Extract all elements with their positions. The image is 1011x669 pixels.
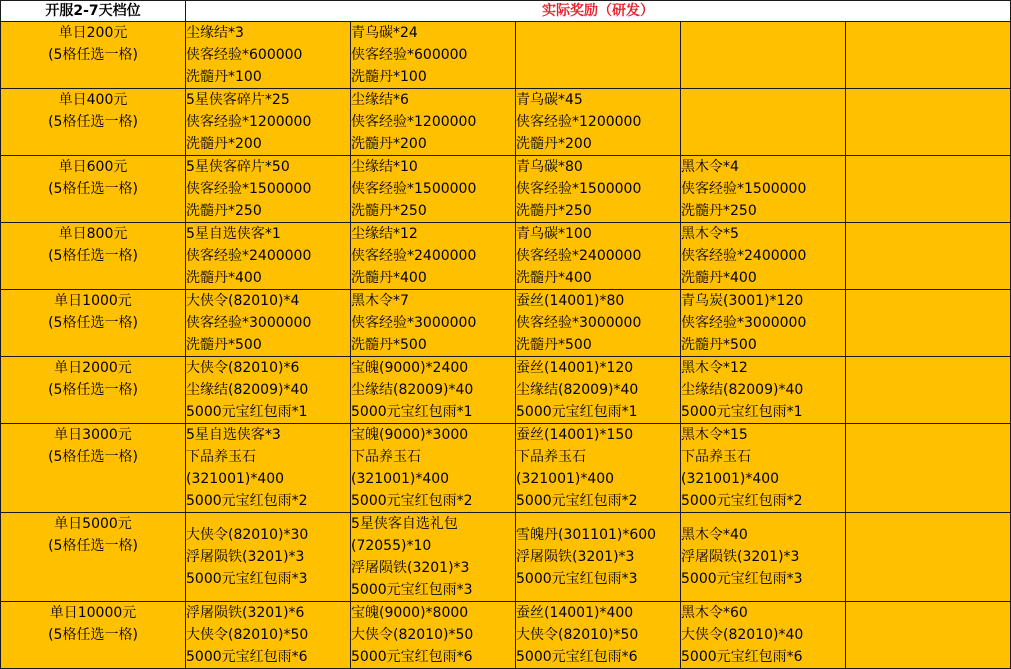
reward-cell: [846, 357, 1011, 424]
reward-item: 下品养玉石: [681, 449, 751, 465]
reward-cell: [681, 602, 846, 669]
reward-item: 5000元宝红包雨*6: [681, 649, 803, 665]
reward-cell: [516, 424, 681, 513]
reward-cell: [351, 290, 516, 357]
reward-item: 洗髓丹*200: [351, 136, 427, 152]
reward-cell: [186, 156, 351, 223]
reward-item: 洗髓丹*400: [351, 270, 427, 286]
tier-label-line: (5格任选一格): [48, 47, 138, 63]
reward-item: 青乌炭(3001)*120: [681, 293, 804, 309]
reward-item: 大侠令(82010)*40: [681, 627, 804, 643]
reward-cell: [186, 513, 351, 602]
reward-cell: [186, 357, 351, 424]
reward-item: 尘缘结*12: [351, 226, 418, 242]
reward-item: 黑木令*5: [681, 226, 739, 242]
tier-label-line: 单日200元: [58, 25, 128, 41]
reward-cell: [351, 89, 516, 156]
reward-item: 黑木令*15: [681, 427, 748, 443]
reward-item: 5000元宝红包雨*1: [681, 404, 803, 420]
reward-item: 5星侠客自选礼包: [351, 516, 458, 532]
reward-cell: [516, 223, 681, 290]
reward-item: 尘缘结(82009)*40: [516, 382, 639, 398]
reward-item: 蚕丝(14001)*400: [516, 605, 634, 621]
reward-cell: [351, 602, 516, 669]
reward-cell: [186, 89, 351, 156]
tier-row: [1, 89, 1011, 156]
reward-item: 洗髓丹*200: [186, 136, 262, 152]
reward-column-header: 实际奖励（研发）: [186, 1, 1011, 22]
tier-label-line: 单日2000元: [54, 360, 132, 376]
tier-row: [1, 357, 1011, 424]
reward-cell: [846, 22, 1011, 89]
reward-item: 侠客经验*600000: [186, 47, 303, 63]
reward-cell: [846, 223, 1011, 290]
reward-item: 5000元宝红包雨*3: [681, 571, 803, 587]
reward-cell: [846, 513, 1011, 602]
tier-label: [1, 357, 186, 424]
tier-label-line: (5格任选一格): [48, 449, 138, 465]
reward-cell: [846, 89, 1011, 156]
reward-cell: [516, 89, 681, 156]
reward-item: 下品养玉石: [186, 449, 256, 465]
tier-label-line: 单日600元: [58, 159, 128, 175]
reward-item: 侠客经验*1500000: [186, 181, 312, 197]
reward-cell: [186, 223, 351, 290]
reward-item: 洗髓丹*400: [516, 270, 592, 286]
reward-cell: [846, 156, 1011, 223]
reward-cell: [186, 22, 351, 89]
reward-cell: [516, 156, 681, 223]
reward-cell: [681, 156, 846, 223]
reward-item: 5星自选侠客*1: [186, 226, 281, 242]
reward-item: 下品养玉石: [351, 449, 421, 465]
reward-item: 洗髓丹*200: [516, 136, 592, 152]
reward-cell: [516, 602, 681, 669]
reward-item: 洗髓丹*500: [351, 337, 427, 353]
reward-item: 洗髓丹*100: [351, 69, 427, 85]
reward-item: (321001)*400: [516, 471, 615, 487]
reward-item: 蚕丝(14001)*120: [516, 360, 634, 376]
reward-item: 大侠令(82010)*50: [186, 627, 309, 643]
reward-item: 大侠令(82010)*50: [351, 627, 474, 643]
reward-item: 5000元宝红包雨*2: [186, 493, 308, 509]
reward-cell: [186, 290, 351, 357]
reward-cell: [681, 89, 846, 156]
tier-label-line: (5格任选一格): [48, 627, 138, 643]
tier-row: [1, 156, 1011, 223]
reward-item: 侠客经验*2400000: [186, 248, 312, 264]
reward-item: 5星侠客碎片*25: [186, 92, 290, 108]
reward-item: 蚕丝(14001)*80: [516, 293, 625, 309]
reward-item: 尘缘结*6: [351, 92, 409, 108]
reward-item: 黑木令*7: [351, 293, 409, 309]
reward-cell: [351, 156, 516, 223]
reward-cell: [186, 424, 351, 513]
tier-label: [1, 22, 186, 89]
reward-item: 5000元宝红包雨*2: [516, 493, 638, 509]
reward-item: 宝魄(9000)*3000: [351, 427, 469, 443]
reward-item: 侠客经验*1200000: [351, 114, 477, 130]
tier-label: [1, 156, 186, 223]
tier-label-line: (5格任选一格): [48, 315, 138, 331]
reward-cell: [516, 513, 681, 602]
reward-cell: [516, 357, 681, 424]
reward-item: 侠客经验*1500000: [351, 181, 477, 197]
reward-item: 浮屠陨铁(3201)*3: [186, 549, 305, 565]
header-row: [1, 1, 1011, 22]
reward-cell: [681, 357, 846, 424]
tier-row: [1, 290, 1011, 357]
reward-item: 黑木令*12: [681, 360, 748, 376]
tier-label-line: 单日5000元: [54, 516, 132, 532]
reward-cell: [681, 424, 846, 513]
reward-cell: [681, 513, 846, 602]
tier-label-line: (5格任选一格): [48, 382, 138, 398]
reward-item: 洗髓丹*250: [681, 203, 757, 219]
tier-label-line: (5格任选一格): [48, 538, 138, 554]
reward-item: 青乌碳*24: [351, 25, 418, 41]
reward-item: 洗髓丹*100: [186, 69, 262, 85]
reward-item: 青乌碳*80: [516, 159, 583, 175]
reward-item: 侠客经验*3000000: [681, 315, 807, 331]
reward-item: 洗髓丹*400: [681, 270, 757, 286]
reward-item: 蚕丝(14001)*150: [516, 427, 634, 443]
reward-item: 尘缘结*10: [351, 159, 418, 175]
tier-label-line: 单日800元: [58, 226, 128, 242]
reward-item: 大侠令(82010)*6: [186, 360, 300, 376]
reward-item: 侠客经验*1200000: [516, 114, 642, 130]
reward-item: 宝魄(9000)*2400: [351, 360, 469, 376]
tier-label: [1, 424, 186, 513]
reward-item: 大侠令(82010)*30: [186, 527, 309, 543]
reward-item: (321001)*400: [351, 471, 450, 487]
tier-label-line: (5格任选一格): [48, 114, 138, 130]
reward-item: 黑木令*40: [681, 527, 748, 543]
reward-item: 宝魄(9000)*8000: [351, 605, 469, 621]
reward-item: 5000元宝红包雨*2: [681, 493, 803, 509]
reward-item: 侠客经验*600000: [351, 47, 468, 63]
reward-cell: [351, 223, 516, 290]
reward-item: 浮屠陨铁(3201)*3: [516, 549, 635, 565]
reward-item: 5000元宝红包雨*6: [516, 649, 638, 665]
reward-item: 雪魄丹(301101)*600: [516, 527, 657, 543]
tier-label-line: 单日3000元: [54, 427, 132, 443]
reward-item: 尘缘结(82009)*40: [681, 382, 804, 398]
tier-row: [1, 424, 1011, 513]
reward-item: 5000元宝红包雨*1: [351, 404, 473, 420]
reward-item: 侠客经验*3000000: [186, 315, 312, 331]
tier-label-line: 单日400元: [58, 92, 128, 108]
tier-label: [1, 89, 186, 156]
reward-item: 5星侠客碎片*50: [186, 159, 290, 175]
tier-row: [1, 223, 1011, 290]
reward-item: 洗髓丹*500: [681, 337, 757, 353]
reward-item: 5000元宝红包雨*2: [351, 493, 473, 509]
reward-cell: [186, 602, 351, 669]
reward-item: 侠客经验*1500000: [681, 181, 807, 197]
reward-item: 洗髓丹*250: [351, 203, 427, 219]
reward-item: 浮屠陨铁(3201)*3: [351, 560, 470, 576]
reward-item: 大侠令(82010)*4: [186, 293, 300, 309]
reward-item: 尘缘结(82009)*40: [351, 382, 474, 398]
reward-item: 青乌碳*45: [516, 92, 583, 108]
reward-item: (321001)*400: [681, 471, 780, 487]
reward-cell: [846, 290, 1011, 357]
tier-column-header: 开服2-7天档位: [1, 1, 186, 22]
reward-item: 5000元宝红包雨*3: [186, 571, 308, 587]
reward-cell: [351, 22, 516, 89]
reward-item: 侠客经验*2400000: [351, 248, 477, 264]
tier-label: [1, 290, 186, 357]
tier-label: [1, 602, 186, 669]
reward-item: 尘缘结*3: [186, 25, 244, 41]
reward-item: (321001)*400: [186, 471, 285, 487]
tier-label: [1, 513, 186, 602]
reward-item: (72055)*10: [351, 538, 432, 554]
tier-label-line: 单日1000元: [54, 293, 132, 309]
reward-item: 侠客经验*3000000: [516, 315, 642, 331]
reward-item: 5000元宝红包雨*1: [516, 404, 638, 420]
reward-cell: [351, 424, 516, 513]
tier-label-line: (5格任选一格): [48, 181, 138, 197]
reward-cell: [516, 22, 681, 89]
reward-cell: [846, 424, 1011, 513]
reward-item: 5星自选侠客*3: [186, 427, 281, 443]
reward-item: 侠客经验*2400000: [681, 248, 807, 264]
reward-cell: [516, 290, 681, 357]
reward-item: 下品养玉石: [516, 449, 586, 465]
reward-item: 5000元宝红包雨*1: [186, 404, 308, 420]
reward-cell: [681, 223, 846, 290]
tier-label-line: 单日10000元: [49, 605, 137, 621]
reward-item: 洗髓丹*500: [186, 337, 262, 353]
reward-item: 洗髓丹*400: [186, 270, 262, 286]
reward-cell: [351, 513, 516, 602]
tier-row: [1, 22, 1011, 89]
reward-item: 5000元宝红包雨*3: [351, 582, 473, 598]
tier-label-line: (5格任选一格): [48, 248, 138, 264]
reward-item: 5000元宝红包雨*3: [516, 571, 638, 587]
reward-item: 浮屠陨铁(3201)*3: [681, 549, 800, 565]
reward-item: 大侠令(82010)*50: [516, 627, 639, 643]
reward-item: 5000元宝红包雨*6: [186, 649, 308, 665]
reward-item: 侠客经验*1500000: [516, 181, 642, 197]
tier-row: [1, 513, 1011, 602]
reward-item: 黑木令*60: [681, 605, 748, 621]
reward-cell: [351, 357, 516, 424]
reward-item: 5000元宝红包雨*6: [351, 649, 473, 665]
reward-item: 黑木令*4: [681, 159, 739, 175]
reward-item: 尘缘结(82009)*40: [186, 382, 309, 398]
reward-item: 侠客经验*1200000: [186, 114, 312, 130]
reward-cell: [846, 602, 1011, 669]
reward-item: 侠客经验*3000000: [351, 315, 477, 331]
reward-cell: [681, 22, 846, 89]
reward-item: 洗髓丹*500: [516, 337, 592, 353]
reward-item: 浮屠陨铁(3201)*6: [186, 605, 305, 621]
reward-item: 洗髓丹*250: [186, 203, 262, 219]
tier-label: [1, 223, 186, 290]
reward-cell: [681, 290, 846, 357]
reward-item: 侠客经验*2400000: [516, 248, 642, 264]
reward-item: 洗髓丹*250: [516, 203, 592, 219]
reward-item: 青乌碳*100: [516, 226, 592, 242]
tier-row: [1, 602, 1011, 669]
